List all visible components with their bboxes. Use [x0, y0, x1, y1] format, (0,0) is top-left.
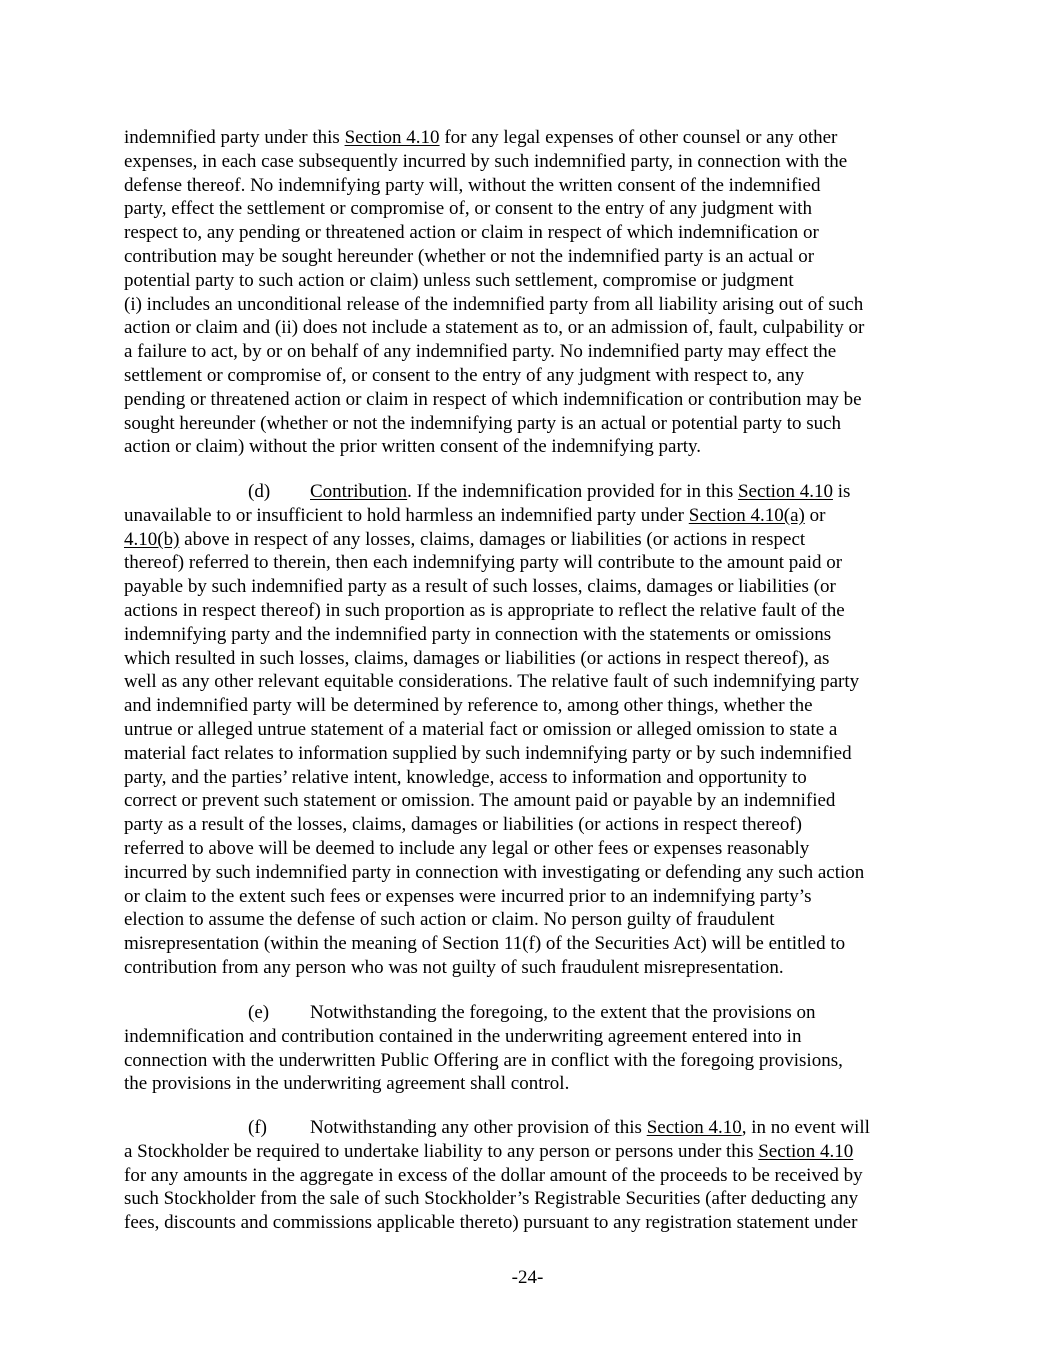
paragraph-f-liability-limit	[124, 1116, 936, 1235]
text-line	[124, 504, 936, 528]
text-line	[124, 340, 936, 364]
text-segment: or	[804, 504, 826, 526]
text-line	[124, 670, 936, 694]
text-line	[124, 885, 936, 909]
paragraph-c-continuation	[124, 126, 936, 459]
text-segment: payable by such indemnified party as a result of such losses, claims, damages or liabilities (or	[124, 576, 836, 598]
text-segment: unavailable to or insufficient to hold harmless an indemnified party under	[124, 504, 689, 526]
text-line	[124, 528, 936, 552]
text-segment: misrepresentation (within the meaning of Section 11(f) of the Securities Act) will be entitled to	[124, 933, 846, 955]
text-segment: sought hereunder (whether or not the indemnifying party is an actual or potential party to such	[124, 412, 842, 434]
text-segment: correct or prevent such statement or omission. The amount paid or payable by an indemnified	[124, 790, 836, 812]
text-segment: contribution from any person who was not guilty of such fraudulent misrepresentation.	[124, 956, 784, 978]
text-line	[124, 742, 936, 766]
text-segment: , in no event will	[741, 1117, 870, 1138]
text-line	[124, 766, 936, 790]
text-line	[124, 150, 936, 174]
text-segment: and indemnified party will be determined by reference to, among other things, whether the	[124, 695, 813, 717]
text-line	[124, 1025, 936, 1049]
text-line	[124, 861, 936, 885]
text-segment: defense thereof. No indemnifying party will, without the written consent of the indemnified	[124, 174, 821, 196]
text-line	[124, 813, 936, 837]
text-segment: a failure to act, by or on behalf of any indemnified party. No indemnified party may effect the	[124, 341, 837, 363]
text-segment: is	[832, 481, 851, 502]
text-line	[124, 718, 936, 742]
paragraph-d-contribution	[124, 480, 936, 980]
text-segment: such Stockholder from the sale of such Stockholder’s Registrable Securities (after deducting any	[124, 1188, 859, 1210]
text-segment: indemnified party under this	[124, 127, 345, 148]
text-line	[124, 293, 936, 317]
text-line	[124, 245, 936, 269]
text-line	[124, 932, 936, 956]
text-segment: election to assume the defense of such action or claim. No person guilty of fraudulent	[124, 909, 775, 931]
text-line	[124, 197, 936, 221]
text-segment: respect to, any pending or threatened action or claim in respect of which indemnification or	[124, 222, 819, 244]
text-segment: fees, discounts and commissions applicable thereto) pursuant to any registration statement under	[124, 1212, 858, 1234]
text-segment: expenses, in each case subsequently incurred by such indemnified party, in connection with the	[124, 150, 848, 172]
text-line	[124, 1187, 936, 1211]
text-segment: material fact relates to information supplied by such indemnifying party or by such indemnified	[124, 742, 852, 764]
text-segment: above in respect of any losses, claims, damages or liabilities (or actions in respect	[179, 528, 806, 550]
text-line	[124, 551, 936, 575]
section-reference: 4.10(b)	[124, 528, 180, 550]
text-line	[124, 269, 936, 293]
text-line	[124, 364, 936, 388]
section-reference: Section 4.10	[737, 481, 833, 502]
text-segment: action or claim) without the prior written consent of the indemnifying party.	[124, 436, 702, 458]
section-reference: Section 4.10(a)	[688, 504, 805, 526]
text-line	[124, 221, 936, 245]
text-segment: for any legal expenses of other counsel or any other	[439, 127, 838, 148]
text-line	[124, 1116, 936, 1140]
text-line	[124, 412, 936, 436]
text-line	[124, 480, 936, 504]
text-line	[124, 1072, 936, 1096]
section-reference: Section 4.10	[344, 127, 440, 148]
text-segment: party, and the parties’ relative intent, knowledge, access to information and opportunity to	[124, 766, 807, 788]
text-segment: actions in respect thereof) in such proportion as is appropriate to reflect the relative fault of the	[124, 599, 845, 621]
text-segment: a Stockholder be required to undertake liability to any person or persons under this	[124, 1140, 759, 1162]
text-line	[124, 956, 936, 980]
text-segment: thereof) referred to therein, then each indemnifying party will contribute to the amount paid or	[124, 552, 843, 574]
text-segment: for any amounts in the aggregate in excess of the dollar amount of the proceeds to be received by	[124, 1164, 863, 1186]
text-segment: well as any other relevant equitable considerations. The relative fault of such indemnifying party	[124, 671, 860, 693]
text-segment: action or claim and (ii) does not include a statement as to, or an admission of, fault, culpability or	[124, 317, 865, 339]
section-reference: Contribution	[310, 481, 408, 502]
text-line	[124, 575, 936, 599]
text-line	[124, 316, 936, 340]
text-segment: party as a result of the losses, claims, damages or liabilities (or actions in respect thereof)	[124, 814, 802, 836]
section-reference: Section 4.10	[646, 1117, 742, 1138]
text-line	[124, 388, 936, 412]
page-number: -24-	[511, 1267, 544, 1288]
text-segment: incurred by such indemnified party in connection with investigating or defending any such action	[124, 861, 865, 883]
text-line	[124, 1164, 936, 1188]
text-line	[124, 789, 936, 813]
text-line	[124, 1140, 936, 1164]
text-segment: potential party to such action or claim) unless such settlement, compromise or judgment	[124, 269, 794, 291]
paragraph-marker: (f)	[248, 1117, 267, 1138]
paragraph-marker: (d)	[248, 481, 271, 502]
text-line	[124, 174, 936, 198]
text-segment: contribution may be sought hereunder (whether or not the indemnified party is an actual or	[124, 245, 815, 267]
text-line	[124, 1211, 936, 1235]
text-segment: referred to above will be deemed to include any legal or other fees or expenses reasonably	[124, 837, 810, 859]
text-line	[124, 599, 936, 623]
text-segment: indemnifying party and the indemnified party in connection with the statements or omissions	[124, 623, 832, 645]
text-line	[124, 647, 936, 671]
text-segment: Notwithstanding the foregoing, to the extent that the provisions on	[310, 1002, 816, 1023]
text-segment: which resulted in such losses, claims, damages or liabilities (or actions in respect thereof), as	[124, 647, 830, 669]
text-segment: party, effect the settlement or compromise of, or consent to the entry of any judgment with	[124, 198, 813, 220]
text-line	[124, 837, 936, 861]
text-line	[124, 694, 936, 718]
text-line	[124, 1049, 936, 1073]
text-line	[124, 908, 936, 932]
text-segment: . If the indemnification provided for in this	[407, 481, 738, 502]
text-segment: untrue or alleged untrue statement of a material fact or omission or alleged omission to state a	[124, 718, 838, 740]
section-reference: Section 4.10	[758, 1140, 854, 1162]
text-segment: (i) includes an unconditional release of the indemnified party from all liability arising out of such	[124, 293, 864, 315]
text-segment: Notwithstanding any other provision of this	[310, 1117, 647, 1138]
text-segment: indemnification and contribution contained in the underwriting agreement entered into in	[124, 1025, 802, 1047]
paragraph-marker: (e)	[248, 1002, 270, 1023]
text-line	[124, 126, 936, 150]
text-segment: the provisions in the underwriting agreement shall control.	[124, 1073, 570, 1095]
text-segment: or claim to the extent such fees or expenses were incurred prior to an indemnifying party’s	[124, 885, 812, 907]
paragraph-e-underwriting	[124, 1001, 936, 1096]
text-segment: pending or threatened action or claim in respect of which indemnification or contribution may be	[124, 388, 862, 410]
text-line	[124, 435, 936, 459]
text-segment: settlement or compromise of, or consent to the entry of any judgment with respect to, any	[124, 364, 805, 386]
text-line	[124, 623, 936, 647]
text-segment: connection with the underwritten Public Offering are in conflict with the foregoing provisions,	[124, 1049, 843, 1071]
text-line	[124, 1001, 936, 1025]
